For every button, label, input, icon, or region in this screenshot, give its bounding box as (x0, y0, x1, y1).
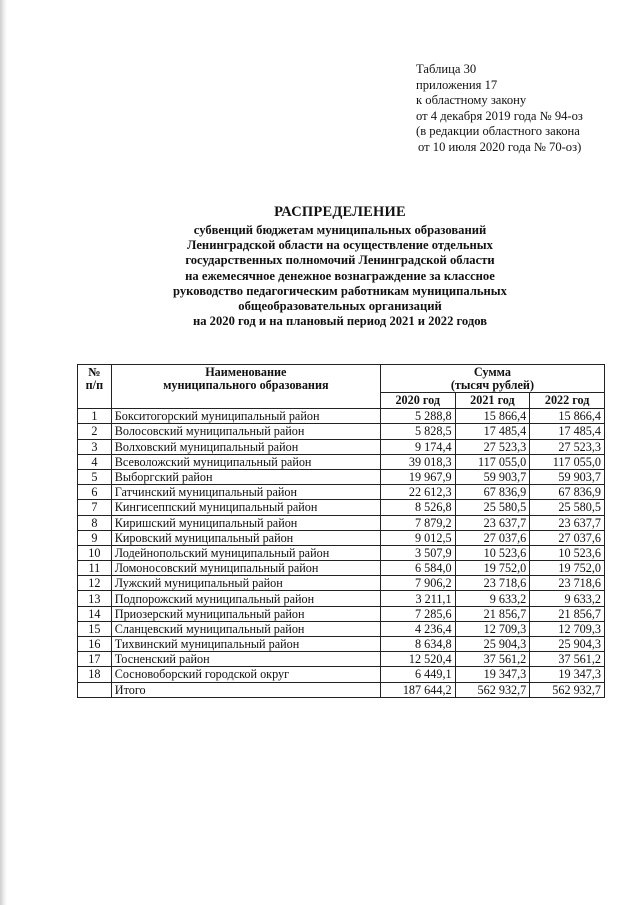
row-value-2020: 12 520,4 (380, 652, 455, 667)
row-number: 16 (78, 637, 112, 652)
row-value-2020: 4 236,4 (380, 621, 455, 636)
row-value-2021: 67 836,9 (455, 485, 530, 500)
heading-line: субвенций бюджетам муниципальных образований (193, 223, 487, 237)
row-value-2021: 19 752,0 (455, 561, 530, 576)
reference-line: (в редакции областного закона (416, 124, 580, 138)
row-value-2020: 9 174,4 (380, 439, 455, 454)
row-value-2022: 19 347,3 (530, 667, 605, 682)
row-value-2021: 21 856,7 (455, 606, 530, 621)
row-municipality-name: Кировский муниципальный район (111, 530, 380, 545)
row-value-2022: 15 866,4 (530, 409, 605, 424)
row-value-2022: 59 903,7 (530, 469, 605, 484)
table-row (78, 591, 605, 606)
table-row (78, 500, 605, 515)
row-value-2020: 8 526,8 (380, 500, 455, 515)
row-value-2020: 5 288,8 (380, 409, 455, 424)
reference-line: от 10 июля 2020 года № 70-оз) (418, 139, 582, 154)
row-number: 11 (78, 561, 112, 576)
reference-line: приложения 17 (416, 77, 498, 92)
row-number: 15 (78, 621, 112, 636)
row-municipality-name: Лужский муниципальный район (111, 576, 380, 591)
row-number: 3 (78, 439, 112, 454)
row-municipality-name: Приозерский муниципальный район (111, 606, 380, 621)
table-row (78, 515, 605, 530)
row-value-2022: 23 637,7 (530, 515, 605, 530)
row-value-2022: 37 561,2 (530, 652, 605, 667)
row-number: 12 (78, 576, 112, 591)
heading-line: на 2020 год и на плановый период 2021 и 2022 годов (192, 314, 488, 329)
row-value-2022: 67 836,9 (530, 485, 605, 500)
row-value-2021: 9 633,2 (455, 591, 530, 606)
row-value-2021: 37 561,2 (455, 652, 530, 667)
row-value-2021: 19 347,3 (455, 667, 530, 682)
reference-line: Таблица 30 (416, 62, 477, 76)
row-value-2020: 9 012,5 (380, 530, 455, 545)
row-value-2021: 17 485,4 (455, 424, 530, 439)
table-row (78, 454, 605, 469)
total-2020: 187 644,2 (380, 682, 455, 697)
row-value-2020: 3 507,9 (380, 545, 455, 560)
row-value-2020: 7 879,2 (380, 515, 455, 530)
col-header-sum (380, 365, 604, 393)
heading-line: руководство педагогическим работникам муниципальных (173, 283, 507, 298)
table-row (78, 439, 605, 454)
row-municipality-name: Всеволожский муниципальный район (111, 454, 380, 469)
row-municipality-name: Ломоносовский муниципальный район (111, 561, 380, 576)
col-header-number (78, 365, 112, 409)
col-header-sum-line2: (тысяч рублей) (450, 378, 535, 392)
heading-line: на ежемесячное денежное вознаграждение за классное (185, 268, 495, 283)
row-municipality-name: Тихвинский муниципальный район (111, 637, 380, 652)
row-number: 6 (78, 485, 112, 500)
row-value-2021: 10 523,6 (455, 545, 530, 560)
row-value-2020: 6 449,1 (380, 667, 455, 682)
row-value-2020: 5 828,5 (380, 424, 455, 439)
row-number: 13 (78, 591, 112, 606)
col-header-sum-line1: Сумма (473, 365, 511, 379)
col-header-name (111, 365, 380, 409)
row-municipality-name: Кингисеппский муниципальный район (111, 500, 380, 515)
row-value-2022: 12 709,3 (530, 621, 605, 636)
col-header-year-2022: 2022 год (530, 393, 605, 409)
row-number: 5 (78, 469, 112, 484)
document-title: РАСПРЕДЕЛЕНИЕ (274, 204, 406, 220)
table-row (78, 606, 605, 621)
row-municipality-name: Лодейнопольский муниципальный район (111, 545, 380, 560)
row-number: 7 (78, 500, 112, 515)
heading-line: Ленинградской области на осуществление отдельных (187, 238, 493, 253)
reference-line: к областному закону (416, 93, 527, 107)
row-number: 10 (78, 545, 112, 560)
row-municipality-name: Гатчинский муниципальный район (111, 485, 380, 500)
table-row (78, 621, 605, 636)
row-value-2021: 27 037,6 (455, 530, 530, 545)
table-row (78, 409, 605, 424)
table-row (78, 485, 605, 500)
row-value-2021: 12 709,3 (455, 621, 530, 636)
col-header-year-2021: 2021 год (455, 393, 530, 409)
heading-line: государственных полномочий Ленинградской области (185, 253, 495, 268)
row-number: 9 (78, 530, 112, 545)
row-number: 18 (78, 667, 112, 682)
row-value-2022: 21 856,7 (530, 606, 605, 621)
row-value-2020: 19 967,9 (380, 469, 455, 484)
col-header-number-line2: п/п (85, 378, 104, 392)
row-value-2022: 25 580,5 (530, 500, 605, 515)
row-municipality-name: Подпорожский муниципальный район (111, 591, 380, 606)
row-value-2021: 25 580,5 (455, 500, 530, 515)
table-row (78, 561, 605, 576)
row-value-2020: 6 584,0 (380, 561, 455, 576)
row-municipality-name: Волховский муниципальный район (111, 439, 380, 454)
row-value-2020: 39 018,3 (380, 454, 455, 469)
row-value-2021: 117 055,0 (455, 454, 530, 469)
table-total-row (78, 682, 605, 697)
row-value-2020: 8 634,8 (380, 637, 455, 652)
col-header-number-line1: № (88, 365, 101, 379)
row-value-2020: 3 211,1 (380, 591, 455, 606)
row-value-2020: 7 906,2 (380, 576, 455, 591)
row-value-2021: 59 903,7 (455, 469, 530, 484)
row-value-2022: 9 633,2 (530, 591, 605, 606)
row-value-2022: 25 904,3 (530, 637, 605, 652)
col-header-year-2020: 2020 год (380, 393, 455, 409)
document-heading (70, 203, 610, 329)
row-municipality-name: Киришский муниципальный район (111, 515, 380, 530)
row-municipality-name: Тосненский район (111, 652, 380, 667)
row-number: 1 (78, 409, 112, 424)
distribution-table (77, 364, 605, 698)
row-value-2021: 27 523,3 (455, 439, 530, 454)
row-value-2022: 10 523,6 (530, 545, 605, 560)
row-value-2020: 22 612,3 (380, 485, 455, 500)
row-value-2022: 19 752,0 (530, 561, 605, 576)
row-value-2022: 117 055,0 (530, 454, 605, 469)
total-number-cell (78, 682, 112, 697)
row-value-2021: 23 718,6 (455, 576, 530, 591)
row-value-2022: 17 485,4 (530, 424, 605, 439)
row-municipality-name: Бокситогорский муниципальный район (111, 409, 380, 424)
table-row (78, 652, 605, 667)
row-number: 14 (78, 606, 112, 621)
row-municipality-name: Сланцевский муниципальный район (111, 621, 380, 636)
row-value-2022: 27 523,3 (530, 439, 605, 454)
table-row (78, 667, 605, 682)
row-municipality-name: Выборгский район (111, 469, 380, 484)
total-label: Итого (111, 682, 380, 697)
row-number: 8 (78, 515, 112, 530)
row-municipality-name: Сосновоборский городской округ (111, 667, 380, 682)
table-row (78, 637, 605, 652)
row-value-2020: 7 285,6 (380, 606, 455, 621)
row-value-2022: 23 718,6 (530, 576, 605, 591)
table-row (78, 424, 605, 439)
col-header-name-line1: Наименование (205, 365, 287, 379)
row-municipality-name: Волосовский муниципальный район (111, 424, 380, 439)
heading-line: общеобразовательных организаций (238, 299, 442, 314)
scan-edge-shadow (0, 0, 7, 905)
row-value-2021: 25 904,3 (455, 637, 530, 652)
reference-line: от 4 декабря 2019 года № 94-оз (416, 108, 583, 123)
document-reference (416, 62, 583, 155)
row-value-2021: 23 637,7 (455, 515, 530, 530)
table-row (78, 530, 605, 545)
total-2022: 562 932,7 (530, 682, 605, 697)
col-header-name-line2: муниципального образования (163, 378, 329, 392)
table-row (78, 576, 605, 591)
row-number: 2 (78, 424, 112, 439)
row-number: 17 (78, 652, 112, 667)
row-number: 4 (78, 454, 112, 469)
table-row (78, 545, 605, 560)
row-value-2022: 27 037,6 (530, 530, 605, 545)
row-value-2021: 15 866,4 (455, 409, 530, 424)
total-2021: 562 932,7 (455, 682, 530, 697)
table-row (78, 469, 605, 484)
